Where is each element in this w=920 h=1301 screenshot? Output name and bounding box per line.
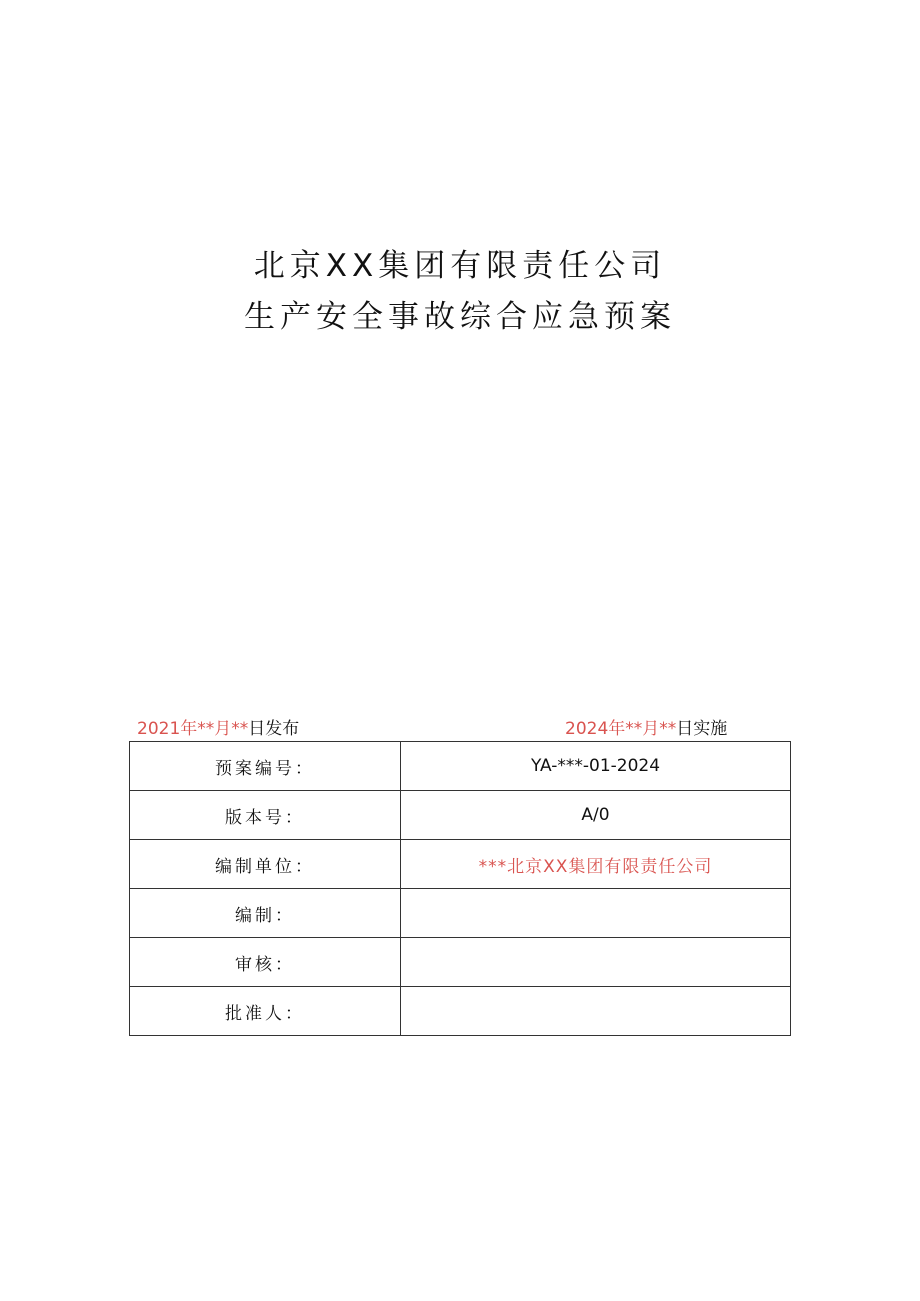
plan-info-table bbox=[129, 741, 791, 1036]
reviewer-label: 审核： bbox=[130, 938, 401, 987]
document-title-company: 北京XX集团有限责任公司 bbox=[253, 248, 667, 284]
compiling-unit-label: 编制单位： bbox=[130, 840, 401, 889]
compiler-label: 编制： bbox=[130, 889, 401, 938]
version-label: 版本号： bbox=[130, 791, 401, 840]
table-row bbox=[130, 938, 791, 987]
effective-date bbox=[565, 718, 727, 740]
reviewer-value bbox=[401, 938, 791, 987]
compiling-unit-value: ***北京XX集团有限责任公司 bbox=[401, 840, 791, 889]
table-row bbox=[130, 742, 791, 791]
document-title-plan: 生产安全事故综合应急预案 bbox=[244, 299, 676, 335]
publish-date-value: 2021年**月** bbox=[137, 719, 249, 739]
compiler-value bbox=[401, 889, 791, 938]
table-row bbox=[130, 791, 791, 840]
table-row bbox=[130, 840, 791, 889]
publish-date bbox=[137, 718, 299, 740]
approver-value bbox=[401, 987, 791, 1036]
approver-label: 批准人： bbox=[130, 987, 401, 1036]
publish-date-suffix: 日发布 bbox=[248, 719, 300, 739]
table-row bbox=[130, 889, 791, 938]
effective-date-value: 2024年**月** bbox=[565, 719, 677, 739]
table-row bbox=[130, 987, 791, 1036]
version-value: A/0 bbox=[401, 791, 791, 840]
plan-number-label: 预案编号： bbox=[130, 742, 401, 791]
effective-date-suffix: 日实施 bbox=[676, 719, 728, 739]
plan-number-value: YA-***-01-2024 bbox=[401, 742, 791, 791]
